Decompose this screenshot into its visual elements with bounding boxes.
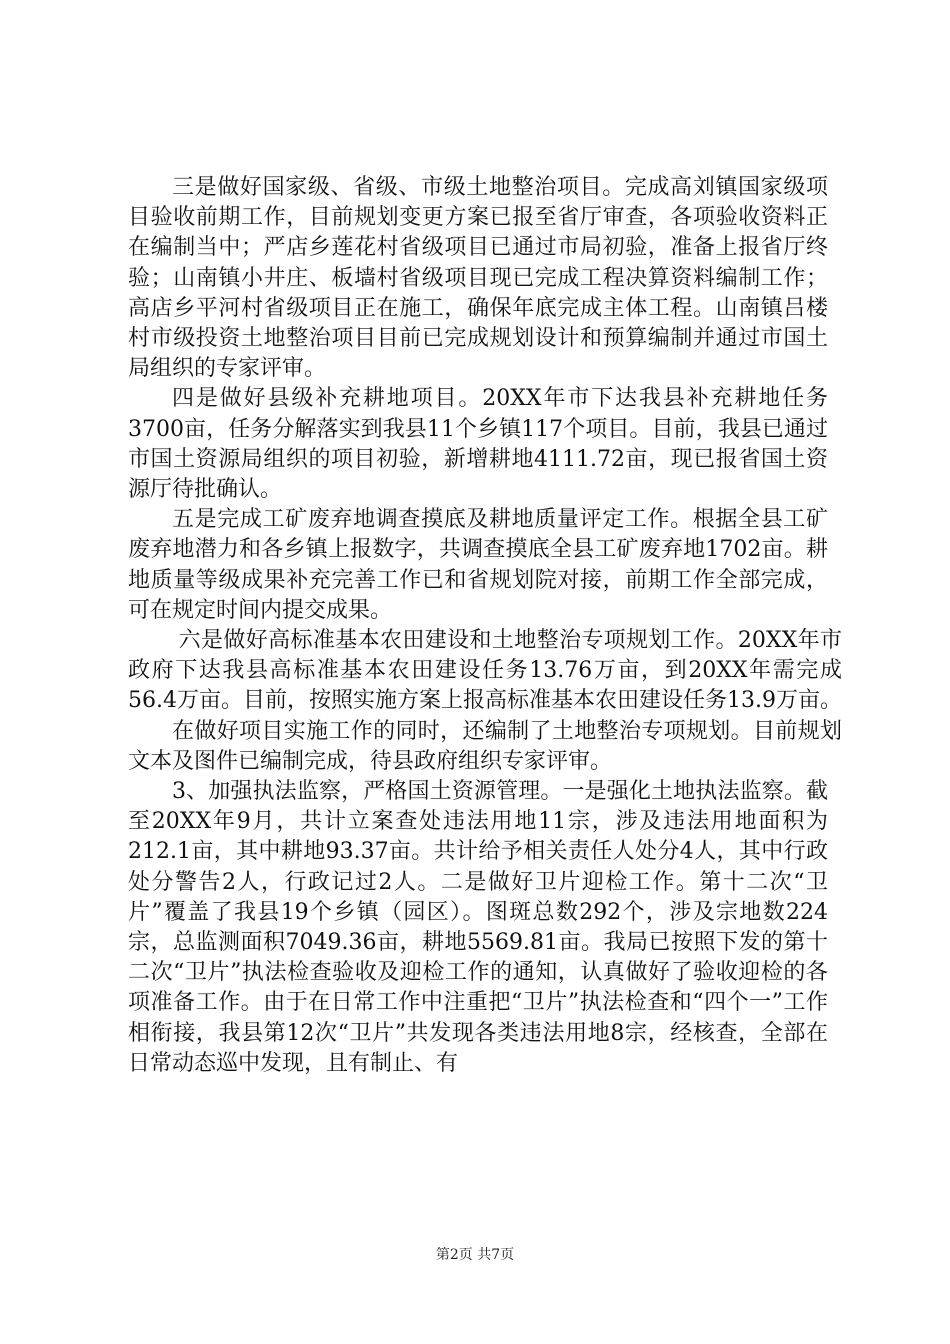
paragraph-special-plan: 在做好项目实施工作的同时，还编制了土地整治专项规划。目前规划文本及图件已编制完成，待县政府组织专家评审。 bbox=[128, 718, 842, 774]
paragraph-4-county-projects: 四是做好县级补充耕地项目。20XX年市下达我县补充耕地任务3700亩，任务分解落实到我县11个乡镇117个项目。目前，我县已通过市国土资源局组织的项目初验，新增耕地4111.72亩，现已报省国土资源厅待批确认。 bbox=[128, 386, 828, 503]
paragraph-3-projects: 三是做好国家级、省级、市级土地整治项目。完成高刘镇国家级项目验收前期工作，目前规划变更方案已报至省厅审查，各项验收资料正在编制当中；严店乡莲花村省级项目已通过市局初验，准备上报省厅终验；山南镇小井庄、板墙村省级项目现已完成工程决算资料编制工作；高店乡平河村省级项目正在施工，确保年底完成主体工程。山南镇吕楼村市级投资土地整治项目目前已完成规划设计和预算编制并通过市国土局组织的专家评审。 bbox=[128, 175, 828, 382]
document-body bbox=[128, 173, 842, 1079]
paragraph-5-abandoned-land: 五是完成工矿废弃地调查摸底及耕地质量评定工作。根据全县工矿废弃地潜力和各乡镇上报数字，共调查摸底全县工矿废弃地1702亩。耕地质量等级成果补充完善工作已和省规划院对接，前期工作全部完成，可在规定时间内提交成果。 bbox=[128, 507, 828, 623]
paragraph-law-enforcement: 3、加强执法监察，严格国土资源管理。一是强化土地执法监察。截至20XX年9月，共计立案查处违法用地11宗，涉及违法用地面积为212.1亩，其中耕地93.37亩。共计给予相关责任人处分4人，其中行政处分警告2人，行政记过2人。二是做好卫片迎检工作。第十二次“卫片”覆盖了我县19个乡镇（园区）。图斑总数292个，涉及宗地数224宗，总监测面积7049.36亩，耕地5569.81亩。我局已按照下发的第十二次“卫片”执法检查验收及迎检工作的通知，认真做好了验收迎检的各项准备工作。由于在日常工作中注重把“卫片”执法检查和“四个一”工作相衔接，我县第12次“卫片”共发现各类违法用地8宗，经核查，全部在日常动态巡中发现，且有制止、有 bbox=[128, 779, 828, 1076]
paragraph-6-farmland: 六是做好高标准基本农田建设和土地整治专项规划工作。20XX年市政府下达我县高标准基本农田建设任务13.76万亩，到20XX年需完成56.4万亩。目前，按照实施方案上报高标准基本农田建设任务13.9万亩。 bbox=[128, 628, 842, 714]
page-number-footer: 第2页 共7页 bbox=[435, 1247, 515, 1263]
